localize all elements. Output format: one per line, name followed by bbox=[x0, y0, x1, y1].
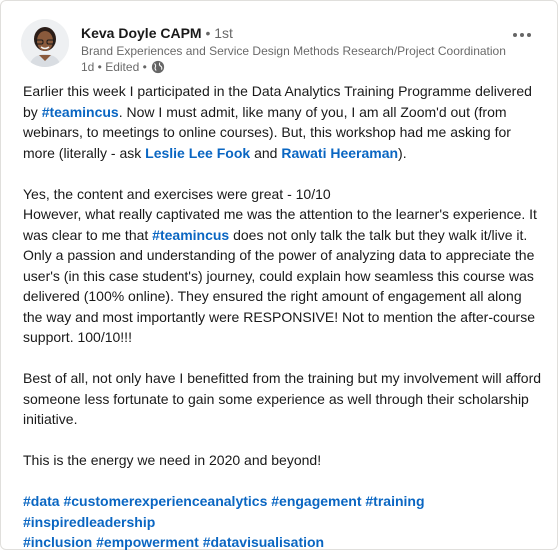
mention-link[interactable]: Rawati Heeraman bbox=[281, 144, 399, 161]
globe-icon bbox=[151, 60, 165, 74]
author-meta bbox=[81, 23, 507, 75]
connection-degree: • 1st bbox=[201, 25, 233, 41]
more-options-icon bbox=[513, 33, 531, 37]
text: and bbox=[250, 144, 282, 161]
hashtag-link[interactable]: #teamincus bbox=[41, 103, 119, 120]
hashtag-link[interactable]: #empowerment bbox=[96, 534, 199, 550]
hashtag-link[interactable]: #engagement bbox=[271, 493, 362, 509]
post-paragraph-2 bbox=[23, 184, 543, 348]
post-header bbox=[21, 13, 537, 73]
post-body bbox=[23, 81, 543, 553]
hashtag-link[interactable]: #inspiredleadership bbox=[23, 513, 156, 530]
mention-link[interactable]: Leslie Lee Fook bbox=[145, 144, 251, 161]
hashtag-link[interactable]: #datavisualisation bbox=[202, 534, 325, 550]
more-options-button[interactable] bbox=[507, 23, 537, 47]
hashtag-link[interactable]: #customerexperienceanalytics bbox=[63, 493, 268, 509]
text: However, what really captivated me was the attention to the learner's experience. It was clear to me that bbox=[23, 206, 537, 243]
post-paragraph-3: Best of all, not only have I benefitted from the training but my involvement will afford someone less fortunate to gain some experience as well through their scholarship initiative. bbox=[23, 370, 542, 427]
hashtag-link[interactable]: #data bbox=[23, 493, 60, 509]
post-paragraph-4: This is the energy we need in 2020 and beyond! bbox=[23, 452, 322, 468]
avatar[interactable] bbox=[21, 19, 69, 67]
text: Yes, the content and exercises were great - 10/10 bbox=[23, 185, 331, 202]
author-name[interactable]: Keva Doyle CAPM bbox=[81, 25, 202, 41]
post-timestamp bbox=[81, 59, 507, 75]
avatar-image bbox=[21, 19, 69, 67]
author-name-line bbox=[81, 23, 507, 43]
text: does not only talk the talk but they walk it/live it. Only a passion and understanding of the power of analyzing data to appreciate the user's (in this case student's) journey, could explain how seamless this course was delivered (100% online). They ensured the right amount of engagement all along the way and most importantly were RESPONSIVE! Not to mention the after-course support. 100/10!!! bbox=[23, 226, 535, 345]
hashtag-link[interactable]: #training bbox=[365, 493, 425, 509]
author-headline: Brand Experiences and Service Design Methods Research/Project Coordination bbox=[81, 44, 506, 58]
hashtag-list bbox=[23, 491, 543, 553]
hashtag-link[interactable]: #teamincus bbox=[152, 226, 230, 243]
text: . Now I must admit, like many of you, I am all Zoom'd out (from webinars, to meetings to online courses). But, this workshop had me asking for more (literally - ask bbox=[23, 103, 511, 161]
text: ). bbox=[398, 144, 407, 161]
post-time-text: 1d • Edited • bbox=[81, 60, 147, 74]
text: Earlier this week I participated in the Data Analytics Training Programme delivered by bbox=[23, 83, 532, 120]
hashtag-link[interactable]: #inclusion bbox=[23, 534, 93, 550]
post-paragraph-1 bbox=[23, 81, 543, 163]
